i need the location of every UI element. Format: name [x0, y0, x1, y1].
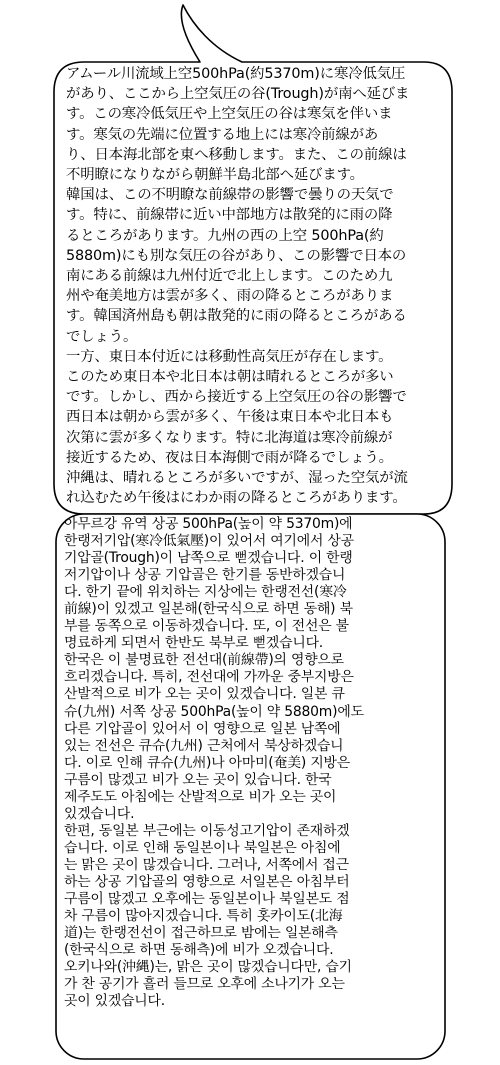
korean-forecast-text: 아무르강 유역 상공 500hPa(높이 약 5370m)에 한랭저기압(寒冷低氣壓)이 있어서 여기에서 상공 기압골(Trough)이 남쪽으로 뻗겠습니다. 이 한랭 저기압이나 상공 기압골은 한기를 동반하겠습니 다. 한기 끝에 위치하는 지상에는 한랭전선(寒冷 前線)이 있겠고 일본해(한국식으로 하면 동해) 북 부를 동쪽으로 이동하겠습니다. 또, 이 전선은 불 명료하게 되면서 한반도 북부로 뻗겠습니다. 한국은 이 불명료한 전선대(前線帶)의 영향으로 흐리겠습니다. 특히, 전선대에 가까운 중부지방은 산발적으로 비가 오는 곳이 있겠습니다. 일본 큐 슈(九州) 서쪽 상공 500hPa(높이 약 5880m)에도 다른 기압골이 있어서 이 영향으로 일본 남쪽에 있는 전선은 큐슈(九州) 근처에서 북상하겠습니 다. 이로 인해 큐슈(九州)나 아마미(奄美) 지방은 구름이 많겠고 비가 오는 곳이 있습니다. 한국 제주도도 아침에는 산발적으로 비가 오는 곳이 있겠습니다. 한편, 동일본 부근에는 이동성고기압이 존재하겠 습니다. 이로 인해 동일본이나 북일본은 아침에 는 맑은 곳이 많겠습니다. 그러나, 서쪽에서 접근 하는 상공 기압골의 영향으로 서일본은 아침부터 구름이 많겠고 오후에는 동일본이나 북일본도 점 차 구름이 많아지겠습니다. 특히 홋카이도(北海 道)는 한랭전선이 접근하므로 밤에는 일본해측 (한국식으로 하면 동해측)에 비가 오겠습니다. 오키나와(沖縄)는, 맑은 곳이 많겠습니다만, 습기 가 찬 공기가 흘러 들므로 오후에 소나기가 오는 곳이 있겠습니다. [64, 516, 364, 1010]
japanese-forecast-text: アムール川流域上空500hPa(約5370m)に寒冷低気圧 があり、ここから上空気圧の谷(Trough)が南へ延びま す。この寒冷低気圧や上空気圧の谷は寒気を伴いま す。寒気の先端に位置する地上には寒冷前線があ り、日本海北部を東へ移動します。また、この前線は 不明瞭になりながら朝鮮半島北部へ延びます。 韓国は、この不明瞭な前線帯の影響で曇りの天気で す。特に、前線帯に近い中部地方は散発的に雨の降 るところがあります。九州の西の上空 500hPa(約 5880m)にも別な気圧の谷があり、この影響で日本の 南にある前線は九州付近で北上します。このため九 州や奄美地方は雲が多く、雨の降るところがありま す。韓国済州島も朝は散発的に雨の降るところがある でしょう。 一方、東日本付近には移動性高気圧が存在します。 このため東日本や北日本は朝は晴れるところが多い です。しかし、西から接近する上空気圧の谷の影響で 西日本は朝から雲が多く、午後は東日本や北日本も 次第に雲が多くなります。特に北海道は寒冷前線が 接近するため、夜は日本海側で雨が降るでしょう。 沖縄は、晴れるところが多いですが、湿った空気が流 れ込むため午後はにわか雨の降るところがあります。 [66, 66, 410, 507]
